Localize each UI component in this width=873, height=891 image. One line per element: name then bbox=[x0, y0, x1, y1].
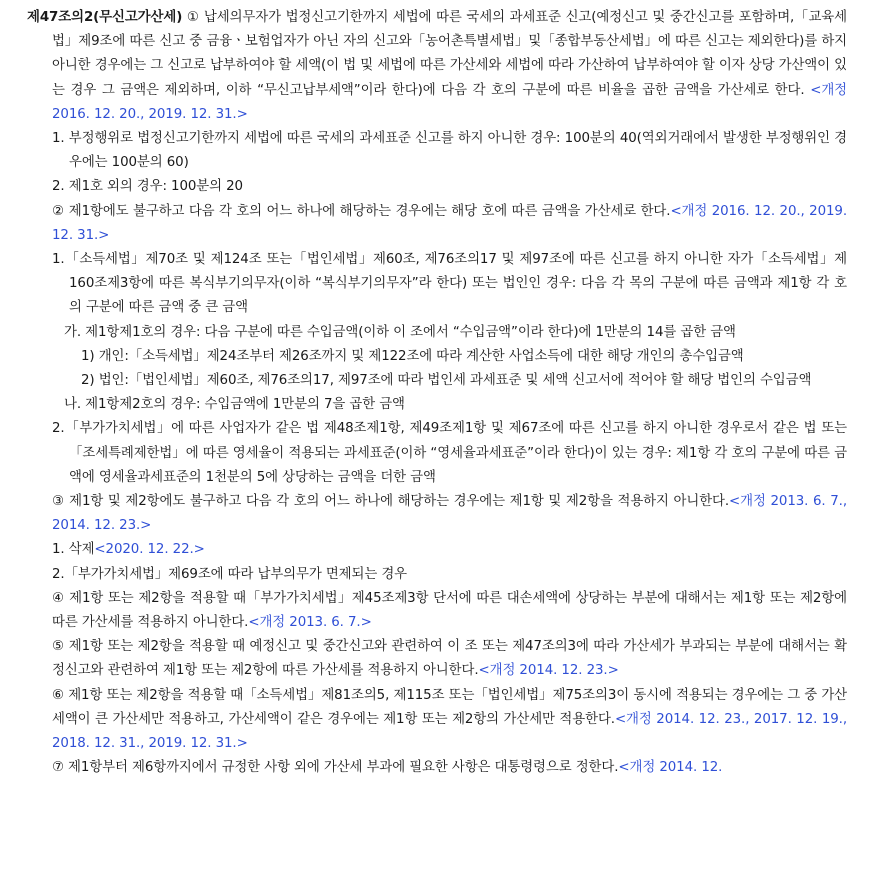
amendment-note-1[interactable]: <개정 2016. 12. 20., 2019. 12. 31.> bbox=[52, 82, 847, 122]
p2-item-1-ga: 가. 제1항제1호의 경우: 다음 구분에 따른 수입금액(이하 이 조에서 “수입금액”이라 한다)에 1만분의 14를 곱한 금액 bbox=[64, 324, 736, 340]
paragraph-4-text: ④ 제1항 또는 제2항을 적용할 때「부가가치세법」제45조제3항 단서에 따른 대손세액에 상당하는 부분에 대해서는 제1항 또는 제2항에 따른 가산세를 적용하지 아니한다. bbox=[52, 590, 847, 631]
paragraph-2-text: ② 제1항에도 불구하고 다음 각 호의 어느 하나에 해당하는 경우에는 해당 호에 따른 금액을 가산세로 한다. bbox=[52, 203, 671, 219]
paragraph-6-text: ⑥ 제1항 또는 제2항을 적용할 때「소득세법」제81조의5, 제115조 또는「법인세법」제75조의3이 동시에 적용되는 경우에는 그 중 가산세액이 큰 가산세만 적용하고, 가산세액이 같은 경우에는 제1항 또는 제2항의 가산세만 적용한다. bbox=[52, 687, 847, 727]
article-title: 제47조의2(무신고가산세) bbox=[27, 10, 183, 25]
article-paragraph-1 bbox=[27, 6, 847, 127]
p3-item-1-text: 1. 삭제 bbox=[52, 542, 95, 558]
p2-item-2: 2.「부가가치세법」에 따른 사업자가 같은 법 제48조제1항, 제49조제1항 및 제67조에 따른 신고를 하지 아니한 경우로서 같은 법 또는「조세특례제한법」에 따른 영세율이 적용되는 과세표준(이하 “영세율과세표준”이라 한다)이 있는 경우: 제1항 각 호의 구분에 따른 금액에 영세율과세표준의 1천분의 5에 상당하는 금액을 더한 금액 bbox=[52, 421, 847, 485]
paragraph-5-text: ⑤ 제1항 또는 제2항을 적용할 때 예정신고 및 중간신고와 관련하여 이 조 또는 제47조의3에 따라 가산세가 부과되는 부분에 대해서는 확정신고와 관련하여 제1항 또는 제2항에 따른 가산세를 적용하지 아니한다. bbox=[52, 639, 847, 679]
p3-item-1 bbox=[52, 538, 847, 562]
paragraph-7-text: ⑦ 제1항부터 제6항까지에서 규정한 사항 외에 가산세 부과에 필요한 사항은 대통령령으로 정한다. bbox=[52, 760, 619, 776]
article-paragraph-6 bbox=[52, 684, 847, 757]
article-paragraph-3 bbox=[52, 490, 847, 538]
amendment-note-4[interactable]: <개정 2013. 6. 7.> bbox=[248, 615, 372, 631]
p1-item-2: 2. 제1호 외의 경우: 100분의 20 bbox=[52, 179, 243, 195]
p2-item-1-na: 나. 제1항제2호의 경우: 수입금액에 1만분의 7을 곱한 금액 bbox=[64, 397, 405, 413]
amendment-note-5[interactable]: <개정 2014. 12. 23.> bbox=[478, 663, 619, 679]
amendment-note-7[interactable]: <개정 2014. 12. bbox=[618, 760, 723, 776]
p2-item-1: 1.「소득세법」제70조 및 제124조 또는「법인세법」제60조, 제76조의17 및 제97조에 따른 신고를 하지 아니한 자가「소득세법」제160조제3항에 따른 복식부기의무자(이하 “복식부기의무자”라 한다) 또는 법인인 경우: 다음 각 목의 구분에 따른 금액과 제1항 각 호의 구분에 따른 금액 중 큰 금액 bbox=[52, 252, 847, 316]
article-paragraph-4 bbox=[52, 587, 847, 635]
p3-item-2: 2.「부가가치세법」제69조에 따라 납부의무가 면제되는 경우 bbox=[52, 566, 407, 582]
amendment-note-3[interactable]: <개정 2013. 6. 7., 2014. 12. 23.> bbox=[52, 494, 847, 534]
p1-item-1: 1. 부정행위로 법정신고기한까지 세법에 따른 국세의 과세표준 신고를 하지 아니한 경우: 100분의 40(역외거래에서 발생한 부정행위인 경우에는 100분의 60) bbox=[52, 131, 847, 171]
amendment-note-2[interactable]: <개정 2016. 12. 20., 2019. 12. 31.> bbox=[52, 203, 848, 243]
paragraph-3-text: ③ 제1항 및 제2항에도 불구하고 다음 각 호의 어느 하나에 해당하는 경우에는 제1항 및 제2항을 적용하지 아니한다. bbox=[52, 494, 730, 510]
amendment-note-3-1[interactable]: <2020. 12. 22.> bbox=[94, 542, 205, 558]
article-paragraph-2 bbox=[52, 200, 847, 248]
article-paragraph-7 bbox=[52, 756, 847, 780]
p2-item-1-ga-2: 2) 법인:「법인세법」제60조, 제76조의17, 제97조에 따라 법인세 과세표준 및 세액 신고서에 적어야 할 해당 법인의 수입금액 bbox=[81, 373, 812, 389]
article-paragraph-5 bbox=[52, 635, 847, 683]
paragraph-1-text: ① 납세의무자가 법정신고기한까지 세법에 따른 국세의 과세표준 신고(예정신고 및 중간신고를 포함하며,「교육세법」제9조에 따른 신고 중 금융ㆍ보험업자가 아닌 자의 신고와「농어촌특별세법」및「종합부동산세법」에 따른 신고는 제외한다)를 하지 아니한 경우에는 그 신고로 납부하여야 할 세액(이 법 및 세법에 따른 가산세와 세법에 따라 가산하여 납부하여야 할 이자 상당 가산액이 있는 경우 그 금액은 제외하며, 이하 “무신고납부세액”이라 한다)에 다음 각 호의 구분에 따른 비율을 곱한 금액을 가산세로 한다. bbox=[52, 10, 847, 98]
amendment-note-6[interactable]: <개정 2014. 12. 23., 2017. 12. 19., 2018. 12. 31., 2019. 12. 31.> bbox=[52, 711, 847, 752]
p2-item-1-ga-1: 1) 개인:「소득세법」제24조부터 제26조까지 및 제122조에 따라 계산한 사업소득에 대한 해당 개인의 총수입금액 bbox=[81, 348, 744, 364]
